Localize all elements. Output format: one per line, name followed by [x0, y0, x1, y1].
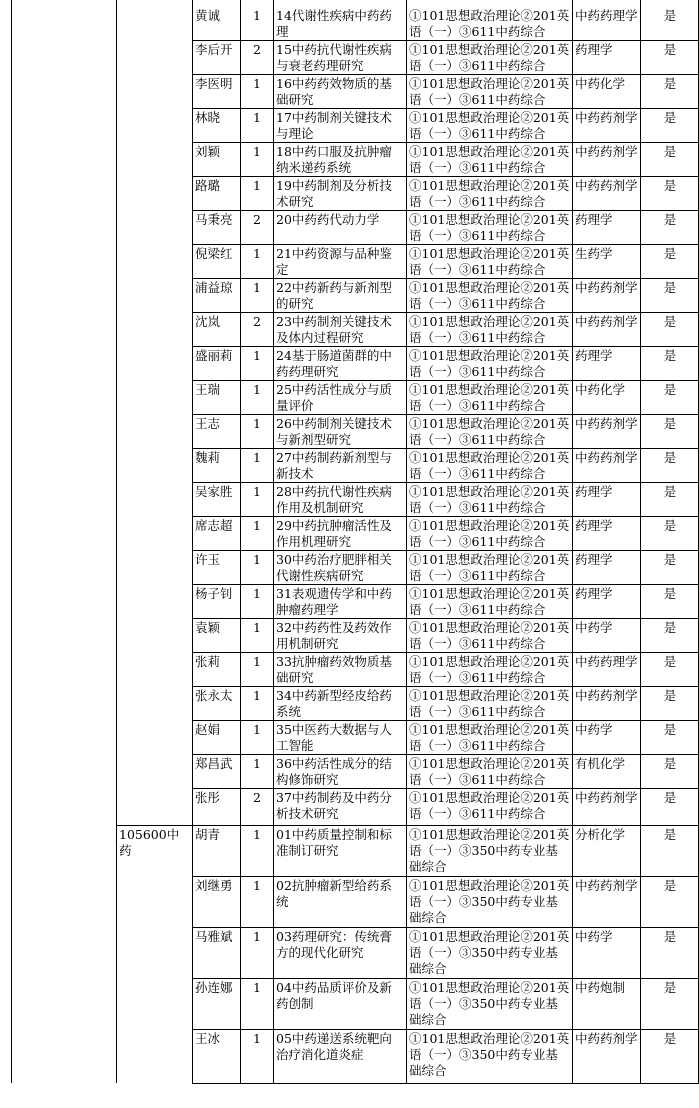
exam-subjects: ①101思想政治理论②201英语（一）③611中药综合: [409, 42, 570, 73]
research-direction: 24基于肠道菌群的中药药理研究: [276, 348, 392, 379]
enrollment-quota: 1: [253, 246, 261, 261]
enrollment-quota: 1: [253, 382, 261, 397]
major-name: 中药炮制: [575, 980, 626, 995]
major-name: 药理学: [575, 484, 613, 499]
enrollment-quota: 1: [253, 756, 261, 771]
major-name: 中药化学: [575, 382, 626, 397]
exam-subjects: ①101思想政治理论②201英语（一）③350中药专业基础综合: [409, 827, 570, 874]
flag-value: 是: [663, 722, 677, 737]
supervisor-name: 胡青: [195, 827, 221, 842]
research-direction: 17中药制剂关键技术与理论: [276, 110, 392, 141]
flag-value: 是: [663, 212, 677, 227]
research-direction: 14代谢性疾病中药药理: [276, 8, 392, 39]
major-name: 有机化学: [575, 756, 626, 771]
enrollment-quota: 1: [253, 620, 261, 635]
flag-value: 是: [663, 654, 677, 669]
major-name: 中药药剂学: [575, 280, 638, 295]
flag-value: 是: [663, 552, 677, 567]
supervisor-name: 袁颖: [195, 620, 221, 635]
supervisor-name: 马秉亮: [195, 212, 233, 227]
supervisor-name: 吴家胜: [195, 484, 233, 499]
enrollment-quota: 1: [253, 552, 261, 567]
major-name: 药理学: [575, 518, 613, 533]
research-direction: 22中药新药与新剂型的研究: [276, 280, 392, 311]
flag-value: 是: [663, 620, 677, 635]
enrollment-quota: 2: [253, 790, 261, 805]
supervisor-name: 赵娟: [195, 722, 221, 737]
major-name: 药理学: [575, 586, 613, 601]
supervisor-name: 张彤: [195, 790, 221, 805]
flag-value: 是: [663, 688, 677, 703]
enrollment-quota: 1: [253, 654, 261, 669]
supervisor-name: 张永太: [195, 688, 233, 703]
research-direction: 27中药制药新剂型与新技术: [276, 450, 392, 481]
exam-subjects: ①101思想政治理论②201英语（一）③611中药综合: [409, 756, 570, 787]
flag-value: 是: [663, 348, 677, 363]
exam-subjects: ①101思想政治理论②201英语（一）③611中药综合: [409, 620, 570, 651]
enrollment-quota: 1: [253, 518, 261, 533]
enrollment-quota: 1: [253, 178, 261, 193]
research-direction: 23中药制剂关键技术及体内过程研究: [276, 314, 392, 345]
major-name: 中药药剂学: [575, 178, 638, 193]
supervisor-name: 马雅斌: [195, 929, 233, 944]
major-name: 中药药剂学: [575, 144, 638, 159]
research-direction: 26中药制剂关键技术与新剂型研究: [276, 416, 392, 447]
major-name: 中药化学: [575, 76, 626, 91]
exam-subjects: ①101思想政治理论②201英语（一）③611中药综合: [409, 110, 570, 141]
research-direction: 20中药药代动力学: [276, 212, 380, 227]
flag-value: 是: [663, 878, 677, 893]
flag-value: 是: [663, 416, 677, 431]
exam-subjects: ①101思想政治理论②201英语（一）③350中药专业基础综合: [409, 878, 570, 925]
enrollment-quota: 2: [253, 314, 261, 329]
major-name: 生药学: [575, 246, 613, 261]
exam-subjects: ①101思想政治理论②201英语（一）③611中药综合: [409, 586, 570, 617]
supervisor-name: 王瑞: [195, 382, 221, 397]
enrollment-quota: 1: [253, 1031, 261, 1046]
enrollment-quota: 1: [253, 110, 261, 125]
research-direction: 36中药活性成分的结构修饰研究: [276, 756, 392, 787]
supervisor-name: 郑昌武: [195, 756, 233, 771]
supervisor-name: 许玉: [195, 552, 221, 567]
flag-value: 是: [663, 790, 677, 805]
enrollment-quota: 1: [253, 348, 261, 363]
flag-value: 是: [663, 980, 677, 995]
major-name: 中药学: [575, 929, 613, 944]
supervisor-name: 王冰: [195, 1031, 221, 1046]
exam-subjects: ①101思想政治理论②201英语（一）③611中药综合: [409, 178, 570, 209]
research-direction: 16中药药效物质的基础研究: [276, 76, 392, 107]
major-name: 药理学: [575, 348, 613, 363]
enrollment-quota: 1: [253, 878, 261, 893]
exam-subjects: ①101思想政治理论②201英语（一）③611中药综合: [409, 76, 570, 107]
supervisor-name: 李医明: [195, 76, 233, 91]
enrollment-quota: 2: [253, 42, 261, 57]
flag-value: 是: [663, 827, 677, 842]
enrollment-quota: 1: [253, 144, 261, 159]
research-direction: 02抗肿瘤新型给药系统: [276, 878, 392, 909]
major-name: 中药药剂学: [575, 878, 638, 893]
supervisor-name: 魏莉: [195, 450, 221, 465]
flag-value: 是: [663, 756, 677, 771]
supervisor-name: 席志超: [195, 518, 233, 533]
research-direction: 18中药口服及抗肿瘤纳米递药系统: [276, 144, 392, 175]
exam-subjects: ①101思想政治理论②201英语（一）③611中药综合: [409, 722, 570, 753]
major-name: 分析化学: [575, 827, 626, 842]
exam-subjects: ①101思想政治理论②201英语（一）③611中药综合: [409, 382, 570, 413]
enrollment-quota: 1: [253, 484, 261, 499]
supervisor-name: 杨子钊: [195, 586, 233, 601]
enrollment-quota: 1: [253, 8, 261, 23]
major-name: 中药学: [575, 722, 613, 737]
exam-subjects: ①101思想政治理论②201英语（一）③611中药综合: [409, 416, 570, 447]
research-direction: 15中药抗代谢性疾病与衰老药理研究: [276, 42, 392, 73]
flag-value: 是: [663, 178, 677, 193]
flag-value: 是: [663, 76, 677, 91]
supervisor-name: 孙连娜: [195, 980, 233, 995]
enrollment-quota: 1: [253, 280, 261, 295]
major-name: 药理学: [575, 212, 613, 227]
supervisor-name: 李后开: [195, 42, 233, 57]
program-code: 105600中药: [119, 827, 180, 858]
research-direction: 19中药制剂及分析技术研究: [276, 178, 392, 209]
supervisor-name: 刘继勇: [195, 878, 233, 893]
exam-subjects: ①101思想政治理论②201英语（一）③350中药专业基础综合: [409, 1031, 570, 1078]
flag-value: 是: [663, 450, 677, 465]
supervisor-name: 黄诚: [195, 8, 221, 23]
research-direction: 03药理研究：传统膏方的现代化研究: [276, 929, 392, 960]
row-rule: [192, 1083, 699, 1084]
flag-value: 是: [663, 8, 677, 23]
major-name: 中药学: [575, 620, 613, 635]
supervisor-name: 王志: [195, 416, 221, 431]
enrollment-quota: 1: [253, 722, 261, 737]
flag-value: 是: [663, 586, 677, 601]
flag-value: 是: [663, 246, 677, 261]
major-name: 中药药理学: [575, 654, 638, 669]
flag-value: 是: [663, 1031, 677, 1046]
enrollment-quota: 1: [253, 929, 261, 944]
major-name: 中药药剂学: [575, 688, 638, 703]
exam-subjects: ①101思想政治理论②201英语（一）③611中药综合: [409, 212, 570, 243]
major-name: 中药药剂学: [575, 110, 638, 125]
exam-subjects: ①101思想政治理论②201英语（一）③611中药综合: [409, 484, 570, 515]
flag-value: 是: [663, 110, 677, 125]
exam-subjects: ①101思想政治理论②201英语（一）③611中药综合: [409, 280, 570, 311]
exam-subjects: ①101思想政治理论②201英语（一）③350中药专业基础综合: [409, 929, 570, 976]
research-direction: 28中药抗代谢性疾病作用及机制研究: [276, 484, 392, 515]
exam-subjects: ①101思想政治理论②201英语（一）③611中药综合: [409, 518, 570, 549]
exam-subjects: ①101思想政治理论②201英语（一）③350中药专业基础综合: [409, 980, 570, 1027]
major-name: 药理学: [575, 42, 613, 57]
flag-value: 是: [663, 382, 677, 397]
major-name: 药理学: [575, 552, 613, 567]
supervisor-name: 张莉: [195, 654, 221, 669]
research-direction: 33抗肿瘤药效物质基础研究: [276, 654, 392, 685]
supervisor-name: 刘颖: [195, 144, 221, 159]
research-direction: 30中药治疗肥胖相关代谢性疾病研究: [276, 552, 392, 583]
major-name: 中药药剂学: [575, 450, 638, 465]
major-name: 中药药理学: [575, 8, 638, 23]
research-direction: 34中药新型经皮给药系统: [276, 688, 392, 719]
major-name: 中药药剂学: [575, 314, 638, 329]
supervisor-name: 沈岚: [195, 314, 221, 329]
exam-subjects: ①101思想政治理论②201英语（一）③611中药综合: [409, 450, 570, 481]
research-direction: 29中药抗肿瘤活性及作用机理研究: [276, 518, 392, 549]
research-direction: 05中药递送系统靶向治疗消化道炎症: [276, 1031, 392, 1062]
flag-value: 是: [663, 42, 677, 57]
enrollment-quota: 1: [253, 827, 261, 842]
enrollment-quota: 1: [253, 450, 261, 465]
enrollment-quota: 1: [253, 416, 261, 431]
major-name: 中药药剂学: [575, 416, 638, 431]
research-direction: 04中药品质评价及新药创制: [276, 980, 392, 1011]
flag-value: 是: [663, 518, 677, 533]
research-direction: 21中药资源与品种鉴定: [276, 246, 392, 277]
flag-value: 是: [663, 144, 677, 159]
exam-subjects: ①101思想政治理论②201英语（一）③611中药综合: [409, 8, 570, 39]
exam-subjects: ①101思想政治理论②201英语（一）③611中药综合: [409, 552, 570, 583]
enrollment-quota: 1: [253, 586, 261, 601]
exam-subjects: ①101思想政治理论②201英语（一）③611中药综合: [409, 246, 570, 277]
enrollment-quota: 2: [253, 212, 261, 227]
major-name: 中药药剂学: [575, 1031, 638, 1046]
supervisor-name: 路璐: [195, 178, 221, 193]
research-direction: 32中药药性及药效作用机制研究: [276, 620, 392, 651]
research-direction: 31表观遗传学和中药肿瘤药理学: [276, 586, 392, 617]
column-rule: [116, 0, 117, 1083]
enrollment-quota: 1: [253, 688, 261, 703]
enrollment-quota: 1: [253, 980, 261, 995]
supervisor-name: 林晓: [195, 110, 221, 125]
flag-value: 是: [663, 280, 677, 295]
exam-subjects: ①101思想政治理论②201英语（一）③611中药综合: [409, 790, 570, 821]
supervisor-name: 浦益琼: [195, 280, 233, 295]
supervisor-name: 盛丽莉: [195, 348, 233, 363]
research-direction: 35中医药大数据与人工智能: [276, 722, 392, 753]
supervisor-name: 倪梁红: [195, 246, 233, 261]
research-direction: 01中药质量控制和标准制订研究: [276, 827, 392, 858]
exam-subjects: ①101思想政治理论②201英语（一）③611中药综合: [409, 688, 570, 719]
research-direction: 25中药活性成分与质量评价: [276, 382, 392, 413]
exam-subjects: ①101思想政治理论②201英语（一）③611中药综合: [409, 314, 570, 345]
exam-subjects: ①101思想政治理论②201英语（一）③611中药综合: [409, 654, 570, 685]
flag-value: 是: [663, 929, 677, 944]
exam-subjects: ①101思想政治理论②201英语（一）③611中药综合: [409, 144, 570, 175]
column-rule: [11, 0, 12, 1083]
flag-value: 是: [663, 314, 677, 329]
enrollment-quota: 1: [253, 76, 261, 91]
flag-value: 是: [663, 484, 677, 499]
exam-subjects: ①101思想政治理论②201英语（一）③611中药综合: [409, 348, 570, 379]
research-direction: 37中药制药及中药分析技术研究: [276, 790, 392, 821]
major-name: 中药药剂学: [575, 790, 638, 805]
